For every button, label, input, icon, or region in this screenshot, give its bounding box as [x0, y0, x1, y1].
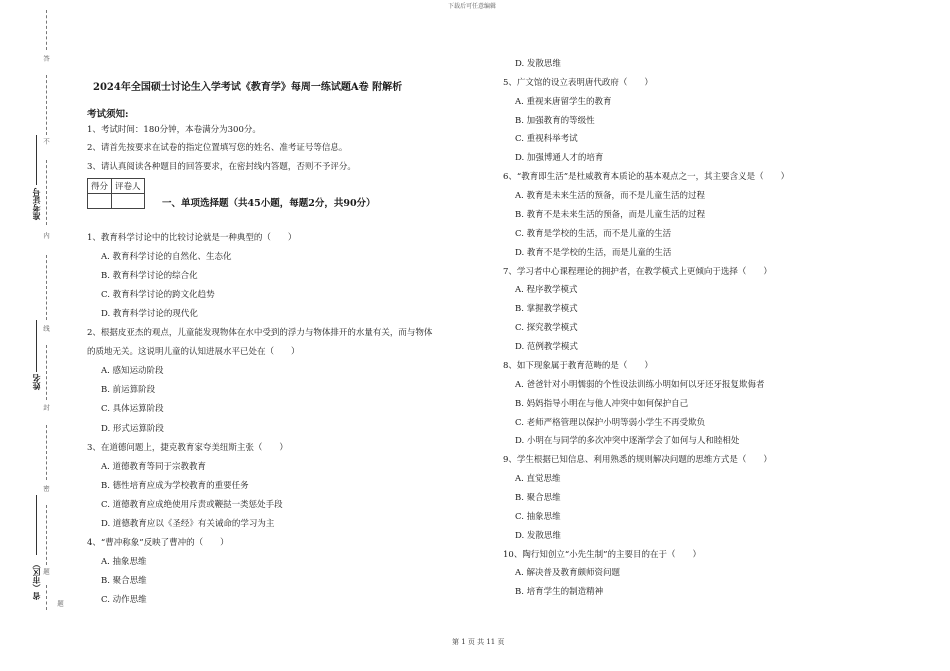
- question-text: 5、广文馆的设立表明唐代政府（ ）: [503, 77, 653, 88]
- answer-option: D. 小明在与同学的多次冲突中逐渐学会了如何与人和睦相处: [515, 436, 740, 447]
- answer-option: A. 爸爸针对小明懦弱的个性设法训练小明如何以牙还牙报复欺侮者: [515, 379, 765, 390]
- answer-option: A. 程序教学模式: [515, 285, 578, 296]
- answer-option: D. 范例教学模式: [515, 342, 578, 353]
- answer-option: D. 教育科学讨论的现代化: [101, 309, 198, 320]
- question-text: 1、教育科学讨论中的比较讨论就是一种典型的（ ）: [87, 233, 297, 243]
- notice-item-2: 2、请首先按要求在试卷的指定位置填写您的姓名、准考证号等信息。: [87, 143, 348, 153]
- answer-option: C. 重视科举考试: [515, 134, 578, 145]
- question-text: 3、在道德问题上，捷克教育家夸美纽斯主张（ ）: [87, 442, 288, 453]
- exam-title: 2024年全国硕士讨论生入学考试《教育学》每周一练试题A卷 附解析: [93, 82, 403, 93]
- answer-option: B. 教育不是未来生活的预备，而是儿童生活的过程: [515, 209, 706, 220]
- binding-mark-ti-2: 题: [56, 600, 64, 607]
- binding-mark-ti: 题: [42, 568, 50, 575]
- answer-option: A. 教育科学讨论的自然化、生态化: [101, 252, 232, 263]
- question-text: 6、“教育即生活”是杜威教育本质论的基本观点之一，其主要含义是（ ）: [503, 172, 790, 183]
- question-text: 9、学生根据已知信息、利用熟悉的规则解决问题的思维方式是（ ）: [503, 455, 772, 466]
- answer-option: D. 教育不是学校的生活，而是儿童的生活: [515, 247, 672, 258]
- binding-mark-mi: 密: [42, 485, 50, 492]
- answer-option: C. 动作思维: [101, 594, 147, 605]
- answer-option: B. 妈妈指导小明在与他人冲突中如何保护自己: [515, 398, 689, 409]
- answer-option: A. 感知运动阶段: [101, 366, 164, 377]
- answer-option: A. 解决普及教育颇师资问题: [515, 568, 621, 579]
- question-text: 2、根据皮亚杰的观点，儿童能发现物体在水中受到的浮力与物体排开的水量有关，而与物体: [87, 328, 433, 339]
- answer-option: D. 道德教育应以《圣经》有关诫命的学习为主: [101, 518, 275, 529]
- answer-option: B. 聚合思维: [515, 493, 561, 503]
- answer-option: B. 掌握教学模式: [515, 304, 578, 315]
- question-text: 7、学习者中心课程理论的拥护者，在教学模式上更倾向于选择（ ）: [503, 266, 772, 277]
- binding-mark-nei: 内: [42, 232, 50, 239]
- header-note: 下载后可任意编辑: [448, 3, 497, 10]
- answer-option: B. 前运算阶段: [101, 385, 156, 396]
- binding-mark-xian: 线: [42, 325, 50, 332]
- question-text: 8、如下现象属于教育范畴的是（ ）: [503, 360, 653, 371]
- question-text: 10、陶行知创立“小先生制”的主要目的在于（ ）: [503, 549, 702, 560]
- answer-option: B. 加强教育的等级性: [515, 115, 595, 126]
- question-text: 4、“曹冲称象”反映了曹冲的（ ）: [87, 537, 229, 548]
- answer-option: D. 发散思维: [515, 530, 561, 541]
- answer-option: B. 教育科学讨论的综合化: [101, 271, 198, 282]
- page-footer: 第 1 页 共 11 页: [452, 638, 505, 646]
- answer-option: C. 教育是学校的生活，而不是儿童的生活: [515, 228, 672, 239]
- name-label: 姓名: [31, 374, 41, 390]
- score-cell[interactable]: [88, 194, 112, 209]
- answer-option: D. 加强博通人才的培育: [515, 153, 604, 164]
- answer-option: A. 道德教育等同于宗教教育: [101, 461, 207, 472]
- score-label: 得分: [88, 179, 112, 194]
- answer-option: A. 抽象思维: [101, 556, 147, 567]
- answer-option: D. 形式运算阶段: [101, 423, 164, 434]
- answer-option: C. 抽象思维: [515, 511, 561, 522]
- binding-mark-feng: 封: [42, 404, 50, 411]
- answer-option: A. 直觉思维: [515, 474, 561, 485]
- answer-option: D. 发散思维: [515, 59, 561, 69]
- answer-option: B. 培育学生的制造精神: [515, 587, 604, 598]
- binding-mark-bu: 不: [42, 138, 50, 145]
- answer-option: C. 教育科学讨论的跨文化趋势: [101, 290, 215, 301]
- answer-option: B. 德性培育应成为学校教育的重要任务: [101, 480, 249, 491]
- notice-item-3: 3、请认真阅读各种题目的回答要求，在密封线内答题，否则不予评分。: [87, 162, 356, 172]
- candidate-number-label: 准考证号: [31, 188, 41, 220]
- answer-option: B. 聚合思维: [101, 575, 147, 586]
- score-table: [87, 178, 145, 209]
- answer-option: C. 探究教学模式: [515, 323, 578, 334]
- notice-heading: 考试须知:: [87, 109, 129, 120]
- answer-option: A. 教育是未来生活的预备，而不是儿童生活的过程: [515, 191, 706, 202]
- question-text: 的质地无关。这说明儿童的认知进展水平已处在（ ）: [87, 347, 300, 358]
- answer-option: C. 道德教育应成绝使用斥责或鞭挞一类惩处手段: [101, 499, 283, 510]
- answer-option: C. 具体运算阶段: [101, 404, 164, 415]
- province-label: 省（市区）: [31, 560, 41, 600]
- binding-mark-da: 答: [42, 55, 50, 62]
- notice-item-1: 1、考试时间：180分钟，本卷满分为300分。: [87, 125, 261, 135]
- section-title: 一、单项选择题（共45小题，每题2分，共90分）: [162, 198, 376, 209]
- grader-label: 评卷人: [112, 179, 145, 194]
- answer-option: C. 老师严格管理以保护小明等弱小学生不再受欺负: [515, 417, 706, 428]
- answer-option: A. 重视来唐留学生的教育: [515, 96, 612, 107]
- grader-cell[interactable]: [112, 194, 145, 209]
